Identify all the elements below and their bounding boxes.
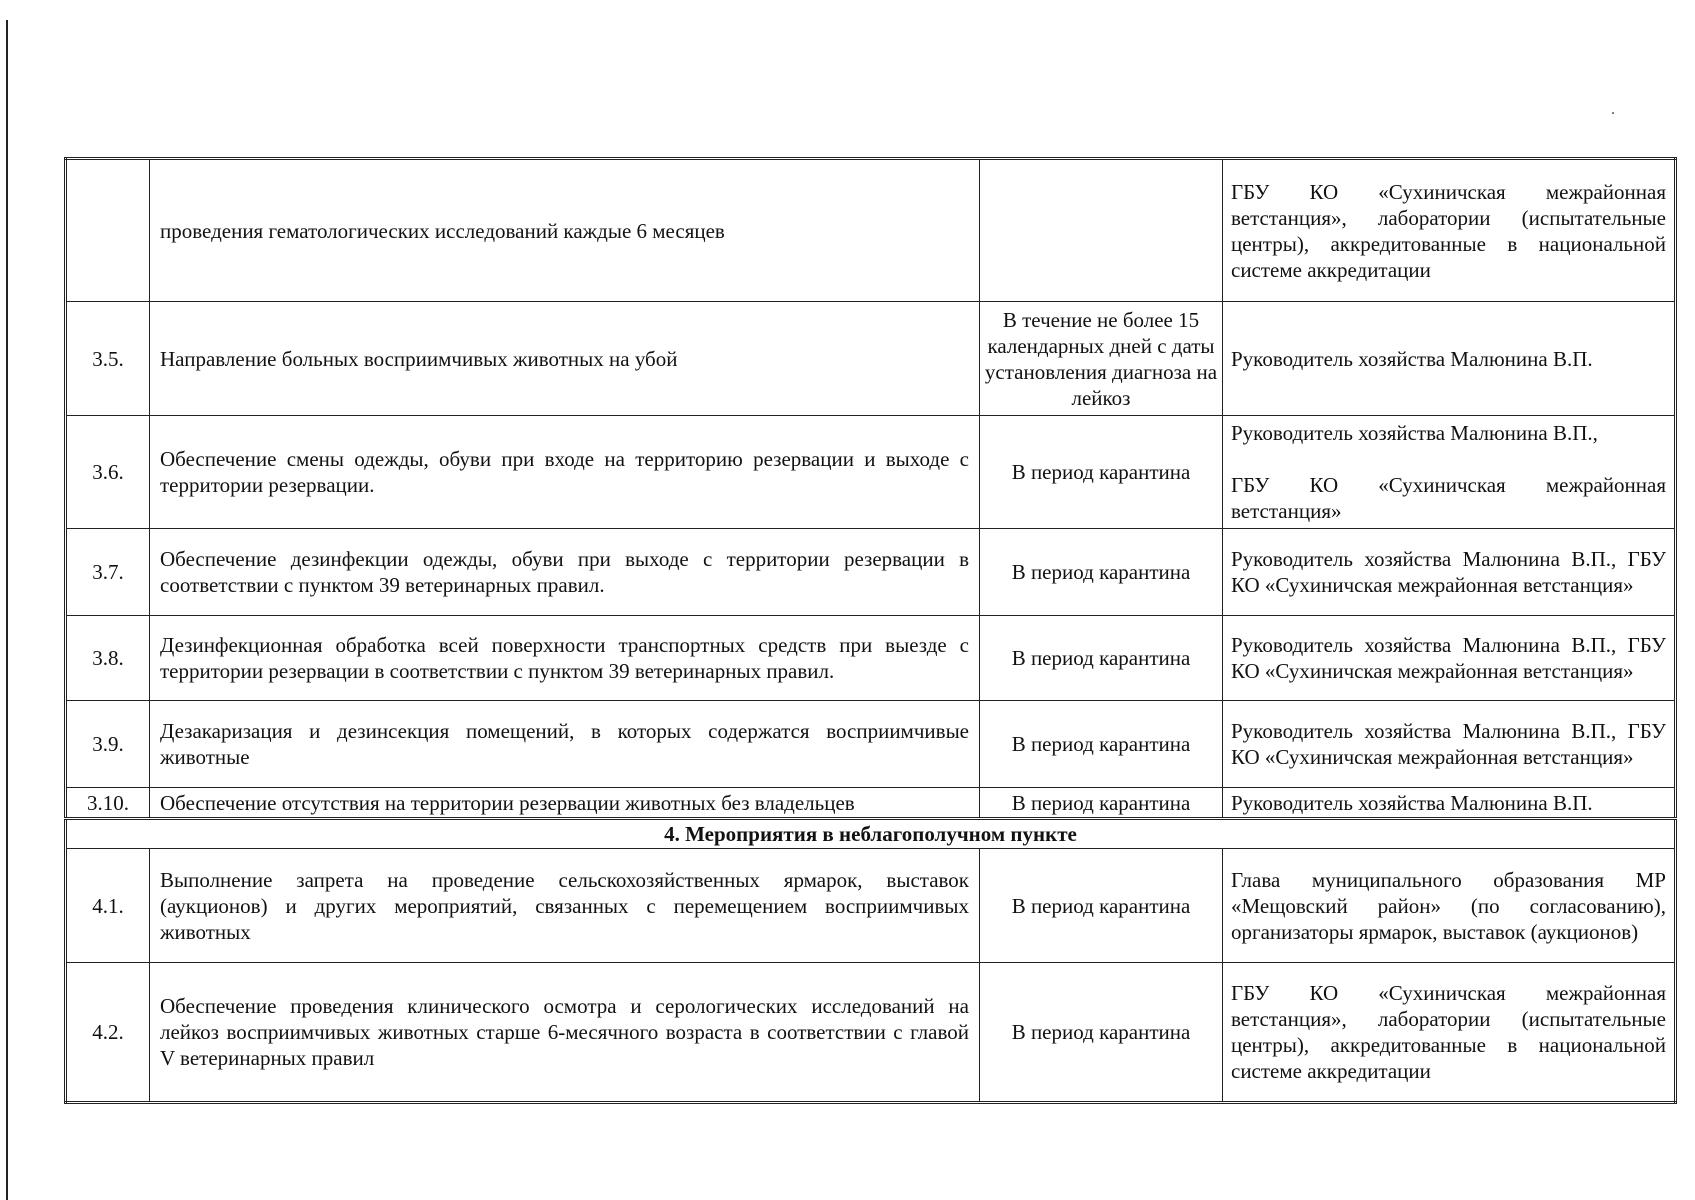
measure-responsible: Глава муниципального образования МР «Мещовский район» (по согласованию), организаторы ярмарок, выставок (аукционов) xyxy=(1223,849,1676,963)
row-number: 3.7. xyxy=(66,529,150,616)
row-number: 3.10. xyxy=(66,788,150,819)
measure-term: В период карантина xyxy=(980,701,1223,788)
measure-responsible: ГБУ КО «Сухиничская межрайонная ветстанция», лаборатории (испытательные центры), аккредитованные в национальной системе аккредитации xyxy=(1223,159,1676,302)
table-row xyxy=(66,849,1676,963)
row-number: 3.6. xyxy=(66,416,150,529)
measure-text: Выполнение запрета на проведение сельскохозяйственных ярмарок, выставок (аукционов) и других мероприятий, связанных с перемещением восприимчивых животных xyxy=(150,849,980,963)
measure-term: В период карантина xyxy=(980,416,1223,529)
scan-speck xyxy=(1612,112,1614,114)
measure-responsible: Руководитель хозяйства Малюнина В.П., ГБУ КО «Сухиничская межрайонная ветстанция» xyxy=(1223,529,1676,616)
blank-line xyxy=(1231,446,1666,472)
measure-text: Обеспечение отсутствия на территории резервации животных без владельцев xyxy=(150,788,980,819)
row-number: 3.5. xyxy=(66,302,150,416)
measure-text: Дезакаризация и дезинсекция помещений, в которых содержатся восприимчивые животные xyxy=(150,701,980,788)
responsible-line-1: Руководитель хозяйства Малюнина В.П., xyxy=(1231,421,1598,445)
measure-text: Дезинфекционная обработка всей поверхности транспортных средств при выезде с территории резервации в соответствии с пунктом 39 ветеринарных правил. xyxy=(150,616,980,701)
measure-text: Обеспечение проведения клинического осмотра и серологических исследований на лейкоз восприимчивых животных старше 6-месячного возраста в соответствии с главой V ветеринарных правил xyxy=(150,963,980,1103)
row-number: 3.9. xyxy=(66,701,150,788)
measure-term: В период карантина xyxy=(980,616,1223,701)
measure-responsible: Руководитель хозяйства Малюнина В.П. xyxy=(1223,302,1676,416)
measure-text: Направление больных восприимчивых животных на убой xyxy=(150,302,980,416)
measure-term: В период карантина xyxy=(980,849,1223,963)
row-number: 4.1. xyxy=(66,849,150,963)
table-row xyxy=(66,963,1676,1103)
measure-term xyxy=(980,159,1223,302)
measure-text: Обеспечение смены одежды, обуви при входе на территорию резервации и выходе с территории резервации. xyxy=(150,416,980,529)
responsible-line-2: ГБУ КО «Сухиничская межрайонная ветстанция» xyxy=(1231,473,1666,523)
table-row xyxy=(66,302,1676,416)
scan-edge-line xyxy=(6,20,8,1200)
measure-responsible: Руководитель хозяйства Малюнина В.П. xyxy=(1223,788,1676,819)
table-row xyxy=(66,159,1676,302)
measure-responsible: ГБУ КО «Сухиничская межрайонная ветстанция», лаборатории (испытательные центры), аккредитованные в национальной системе аккредитации xyxy=(1223,963,1676,1103)
row-number: 4.2. xyxy=(66,963,150,1103)
table-row xyxy=(66,788,1676,819)
measure-term: В период карантина xyxy=(980,529,1223,616)
measure-term: В течение не более 15 календарных дней с даты установления диагноза на лейкоз xyxy=(980,302,1223,416)
section-title: 4. Мероприятия в неблагополучном пункте xyxy=(66,819,1676,849)
measure-text: проведения гематологических исследований каждые 6 месяцев xyxy=(150,159,980,302)
row-number xyxy=(66,159,150,302)
table-row xyxy=(66,416,1676,529)
measure-term: В период карантина xyxy=(980,788,1223,819)
table-row xyxy=(66,701,1676,788)
measures-table xyxy=(64,157,1677,1104)
table-row xyxy=(66,616,1676,701)
measure-responsible xyxy=(1223,416,1676,529)
row-number: 3.8. xyxy=(66,616,150,701)
measure-responsible: Руководитель хозяйства Малюнина В.П., ГБУ КО «Сухиничская межрайонная ветстанция» xyxy=(1223,701,1676,788)
section-header-row xyxy=(66,819,1676,849)
table-row xyxy=(66,529,1676,616)
measure-term: В период карантина xyxy=(980,963,1223,1103)
measure-text: Обеспечение дезинфекции одежды, обуви при выходе с территории резервации в соответствии с пунктом 39 ветеринарных правил. xyxy=(150,529,980,616)
measure-responsible: Руководитель хозяйства Малюнина В.П., ГБУ КО «Сухиничская межрайонная ветстанция» xyxy=(1223,616,1676,701)
